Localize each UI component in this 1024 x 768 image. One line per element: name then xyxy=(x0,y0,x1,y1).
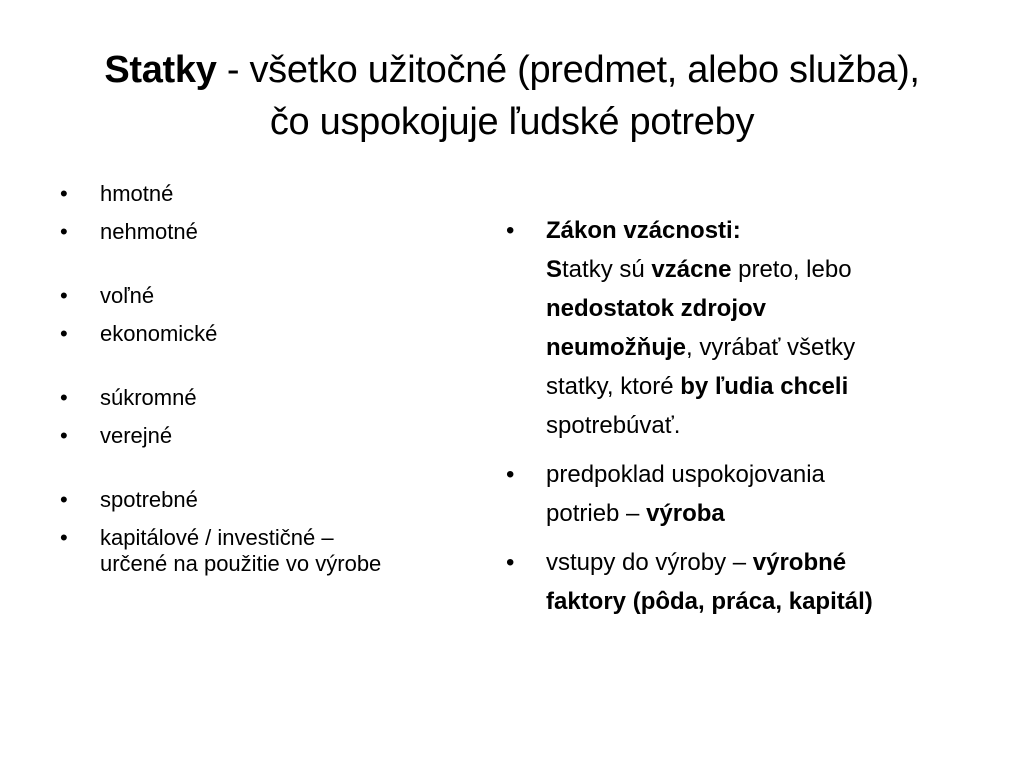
bullet-icon: • xyxy=(60,385,68,410)
law-heading: Zákon vzácnosti: xyxy=(546,217,741,244)
law-text: statky, ktoré xyxy=(546,373,681,400)
premise-emphasis: výroba xyxy=(646,500,725,527)
bullet-icon: • xyxy=(60,321,68,346)
inputs-text: vstupy do výroby – xyxy=(546,549,753,576)
list-item xyxy=(56,385,496,411)
law-line-1 xyxy=(546,250,976,289)
list-item-label: hmotné xyxy=(100,181,174,206)
law-line-3 xyxy=(546,328,976,367)
list-item-label-continued: určené na použitie vo výrobe xyxy=(100,551,382,576)
bullet-icon: • xyxy=(60,525,68,550)
title-line-1 xyxy=(40,44,984,96)
bullet-icon: • xyxy=(60,487,68,512)
list-item-label: nehmotné xyxy=(100,219,198,244)
list-item-label: súkromné xyxy=(100,385,197,410)
law-text: tatky sú xyxy=(562,256,652,283)
list-item xyxy=(56,487,496,513)
list-item-label: ekonomické xyxy=(100,321,218,346)
list-item xyxy=(56,219,496,245)
list-item-label: verejné xyxy=(100,423,173,448)
law-line-2: nedostatok zdrojov xyxy=(546,295,767,322)
law-line-4 xyxy=(546,367,976,406)
law-emphasis: by ľudia chceli xyxy=(680,373,849,400)
production-inputs-item xyxy=(506,543,976,621)
list-item-label: spotrebné xyxy=(100,487,198,512)
law-text: , vyrábať všetky xyxy=(686,334,856,361)
law-line-5: spotrebúvať. xyxy=(546,412,681,439)
premise-line-1: predpoklad uspokojovania xyxy=(546,461,825,488)
list-item xyxy=(56,283,496,309)
inputs-emphasis: výrobné xyxy=(752,549,847,576)
list-item xyxy=(56,321,496,347)
bullet-icon: • xyxy=(60,283,68,308)
bullet-icon: • xyxy=(506,461,515,488)
bullet-icon: • xyxy=(506,549,515,576)
list-item xyxy=(56,181,496,207)
list-item xyxy=(56,423,496,449)
list-item-label: kapitálové / investičné – xyxy=(100,525,334,550)
bullet-icon: • xyxy=(60,423,68,448)
premise-text: potrieb – xyxy=(546,500,647,527)
title-line-2: čo uspokojuje ľudské potreby xyxy=(269,101,755,143)
bullet-icon: • xyxy=(60,219,68,244)
bullet-icon: • xyxy=(506,217,515,244)
law-emphasis: vzácne xyxy=(651,256,732,283)
title-keyword: Statky xyxy=(104,49,217,91)
list-item xyxy=(56,525,496,577)
law-of-scarcity-item xyxy=(506,211,976,445)
law-emphasis: neumožňuje xyxy=(546,334,687,361)
bullet-icon: • xyxy=(60,181,68,206)
inputs-line-2: faktory (pôda, práca, kapitál) xyxy=(546,588,873,615)
production-premise-item xyxy=(506,455,976,533)
law-text: preto, lebo xyxy=(731,256,852,283)
title-definition: - všetko užitočné (predmet, alebo služba), xyxy=(216,49,920,91)
law-initial: S xyxy=(546,256,563,283)
list-item-label: voľné xyxy=(100,283,155,308)
goods-types-list xyxy=(56,181,496,589)
premise-line-2 xyxy=(546,494,976,533)
inputs-line-1 xyxy=(546,543,976,582)
scarcity-list xyxy=(506,211,976,631)
slide-title xyxy=(40,44,984,148)
